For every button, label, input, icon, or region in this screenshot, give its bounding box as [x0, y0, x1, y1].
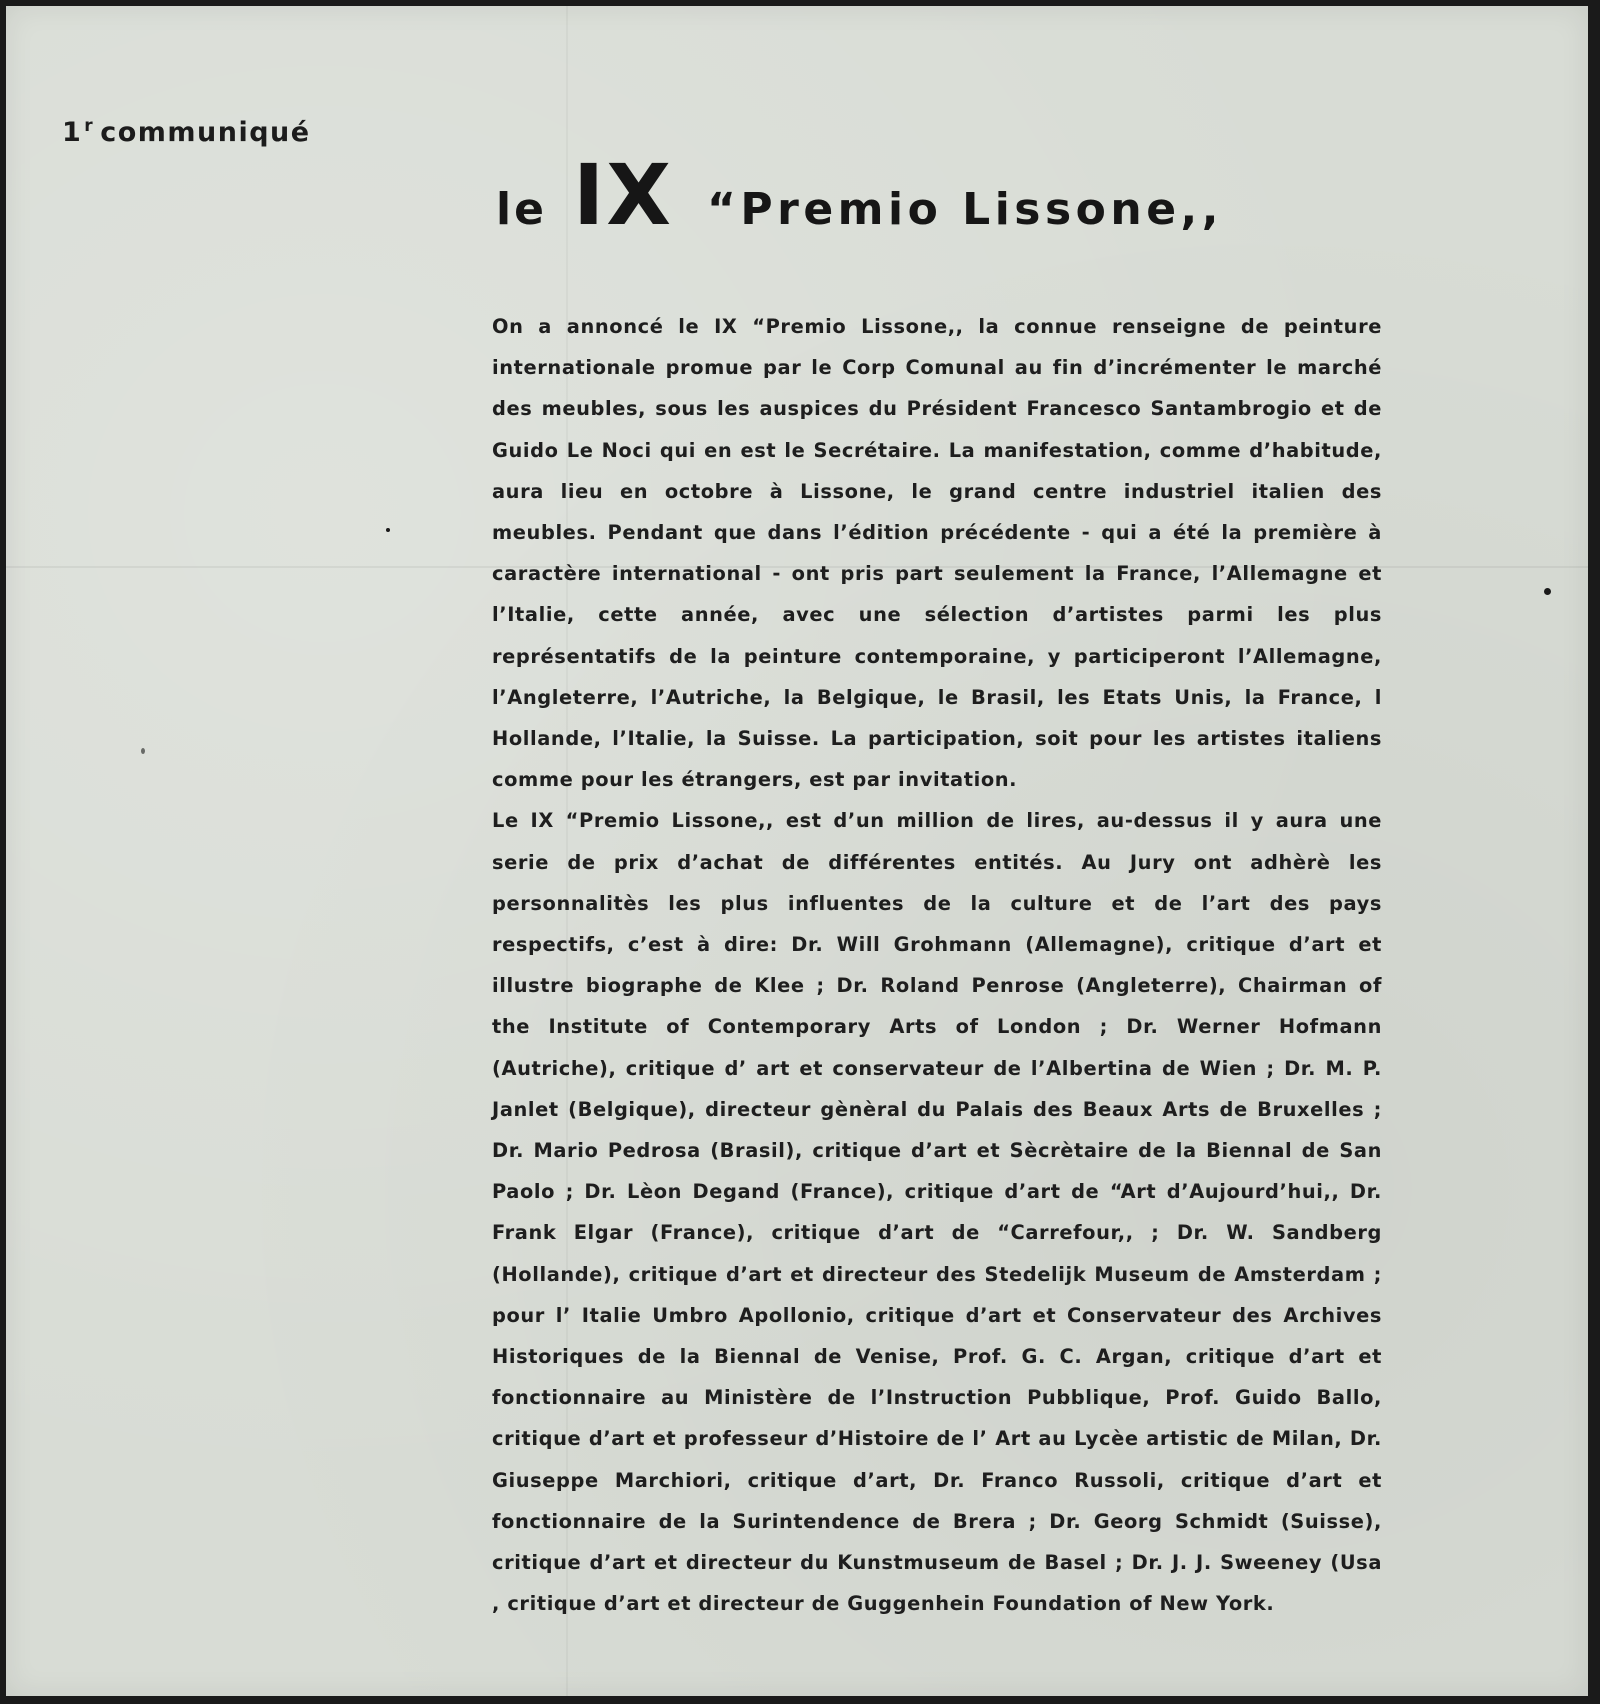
document-sheet	[6, 6, 1588, 1696]
communique-text: communiqué	[100, 117, 311, 148]
title-numeral: IX	[572, 146, 673, 244]
ink-speck	[1544, 588, 1551, 595]
ink-speck	[141, 748, 145, 754]
title-name: “Premio Lissone,,	[706, 184, 1223, 235]
communique-label	[62, 116, 311, 148]
ink-speck	[386, 528, 390, 532]
title-prefix: le	[496, 184, 547, 235]
communique-superscript: r	[84, 116, 95, 136]
communique-number: 1	[62, 117, 83, 148]
body-paragraph-1: On a annoncé le IX “Premio Lissone,, la connue renseigne de peinture internationale promue par le Corp Comunal au fin d’incrémenter le marché des meubles, sous les auspices du Président Francesco Santambrogio et de Guido Le Noci qui en est le Secrétaire. La manifestation, comme d’habitude, aura lieu en octobre à Lissone, le grand centre industriel italien des meubles. Pendant que dans l’édition précédente - qui a été la première à caractère international - ont pris part seulement la France, l’Allemagne et l’Italie, cette année, avec une sélection d’artistes parmi les plus représentatifs de la peinture contemporaine, y participeront l’Allemagne, l’Angleterre, l’Autriche, la Belgique, le Brasil, les Etats Unis, la France, l Hollande, l’Italie, la Suisse. La participation, soit pour les artistes italiens comme pour les étrangers, est par invitation.	[492, 315, 1382, 792]
body-paragraph-2: Le IX “Premio Lissone,, est d’un million de lires, au-dessus il y aura une serie de prix d’achat de différentes entités. Au Jury ont adhèrè les personnalitès les plus influentes de la culture et de l’art des pays respectifs, c’est à dire: Dr. Will Grohmann (Allemagne), critique d’art et illustre biographe de Klee ; Dr. Roland Penrose (Angleterre), Chairman of the Institute of Contemporary Arts of London ; Dr. Werner Hofmann (Autriche), critique d’ art et conservateur de l’Albertina de Wien ; Dr. M. P. Janlet (Belgique), directeur gènèral du Palais des Beaux Arts de Bruxelles ; Dr. Mario Pedrosa (Brasil), critique d’art et Sècrètaire de la Biennal de San Paolo ; Dr. Lèon Degand (France), critique d’art de “Art d’Aujourd’hui,, Dr. Frank Elgar (France), critique d’art de “Carrefour,, ; Dr. W. Sandberg (Hollande), critique d’art et directeur des Stedelijk Museum de Amsterdam ; pour l’ Italie Umbro Apollonio, critique d’art et Conservateur des Archives Historiques de la Biennal de Venise, Prof. G. C. Argan, critique d’art et fonctionnaire au Ministère de l’Instruction Pubblique, Prof. Guido Ballo, critique d’art et professeur d’Histoire de l’ Art au Lycèe artistic de Milan, Dr. Giuseppe Marchiori, critique d’art, Dr. Franco Russoli, critique d’art et fonctionnaire de la Surintendence de Brera ; Dr. Georg Schmidt (Suisse), critique d’art et directeur du Kunstmuseum de Basel ; Dr. J. J. Sweeney (Usa , critique d’art et directeur de Guggenhein Foundation of New York.	[492, 809, 1382, 1616]
document-title	[496, 146, 1396, 246]
document-body	[492, 306, 1382, 1625]
